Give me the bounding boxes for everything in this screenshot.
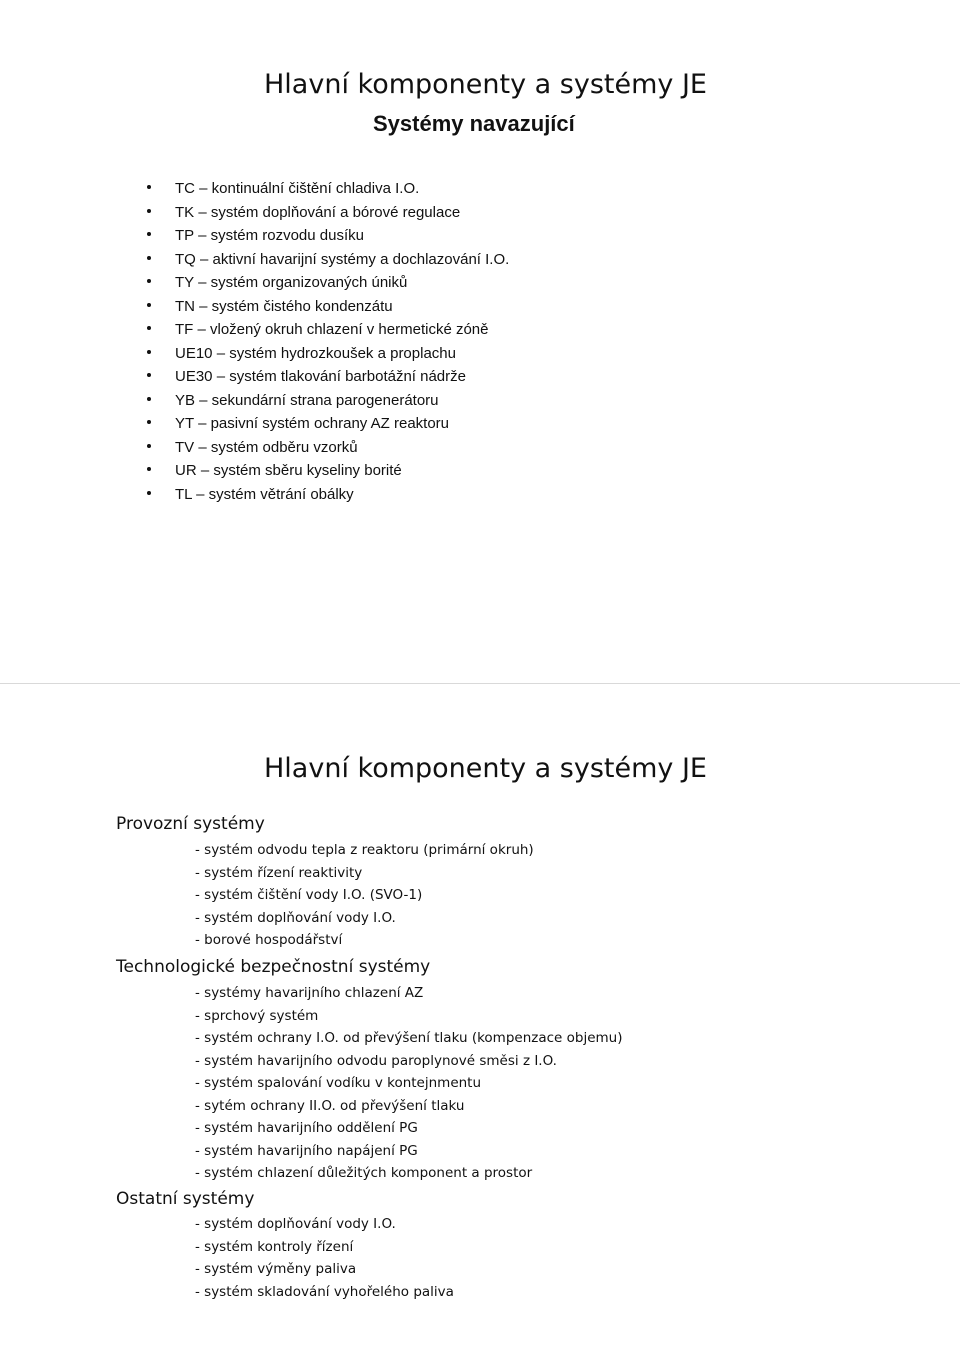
list-item: - systém řízení reaktivity <box>195 864 363 881</box>
list-item: - systém doplňování vody I.O. <box>195 909 396 926</box>
list-item: - systém havarijního oddělení PG <box>195 1120 418 1136</box>
bullet-icon <box>147 256 151 260</box>
section-list-provozni <box>195 842 534 955</box>
bullet-icon <box>147 350 151 354</box>
list-item <box>147 415 509 439</box>
list-item-text: UE30 – systém tlakování barbotážní nádrže <box>175 368 466 385</box>
list-item-text: TL – systém větrání obálky <box>175 485 354 503</box>
section-heading-ostatni: Ostatní systémy <box>116 1189 255 1209</box>
list-item-text: TK – systém doplňování a bórové regulace <box>175 203 461 221</box>
slide-2-title: Hlavní komponenty a systémy JE <box>264 753 707 784</box>
list-item-text: UR – systém sběru kyseliny borité <box>175 462 402 479</box>
list-item-text: TY – systém organizovaných úniků <box>175 274 408 291</box>
list-item-text: TC – kontinuální čištění chladiva I.O. <box>175 180 420 197</box>
list-item <box>147 227 509 251</box>
bullet-icon <box>147 373 151 377</box>
list-item-text: TF – vložený okruh chlazení v hermetické zóně <box>175 321 489 338</box>
slide-1-subtitle: Systémy navazující <box>373 111 575 136</box>
bullet-icon <box>147 232 151 236</box>
list-item-text: TP – systém rozvodu dusíku <box>175 227 364 244</box>
section-list-ostatni <box>195 1216 454 1306</box>
list-item: - systém havarijního napájení PG <box>195 1142 418 1159</box>
bullet-icon <box>147 209 151 213</box>
list-item: - systém kontroly řízení <box>195 1238 354 1255</box>
list-item: - systém skladování vyhořelého paliva <box>195 1283 454 1300</box>
list-item <box>147 345 509 369</box>
list-item <box>147 392 509 416</box>
bullet-icon <box>147 491 151 495</box>
section-list-bezpecnostni <box>195 985 623 1188</box>
list-item-text: TV – systém odběru vzorků <box>175 438 358 456</box>
list-item: - systém havarijního odvodu paroplynové směsi z I.O. <box>195 1052 557 1069</box>
list-item <box>147 439 509 463</box>
list-item <box>147 298 509 322</box>
list-item <box>147 180 509 204</box>
bullet-icon <box>147 326 151 330</box>
list-item: - sytém ochrany II.O. od převýšení tlaku <box>195 1097 465 1114</box>
list-item <box>147 321 509 345</box>
bullet-icon <box>147 420 151 424</box>
section-heading-provozni: Provozní systémy <box>116 814 265 834</box>
list-item <box>147 486 509 510</box>
section-heading-bezpecnostni: Technologické bezpečnostní systémy <box>116 957 431 977</box>
list-item: - systém doplňování vody I.O. <box>195 1216 396 1232</box>
slide-2 <box>0 684 960 1367</box>
list-item <box>147 274 509 298</box>
list-item-text: TQ – aktivní havarijní systémy a dochlazování I.O. <box>175 250 510 268</box>
bullet-icon <box>147 467 151 471</box>
list-item-text: TN – systém čistého kondenzátu <box>175 297 393 315</box>
bullet-icon <box>147 185 151 189</box>
list-item-text: YT – pasivní systém ochrany AZ reaktoru <box>175 415 450 432</box>
list-item: - systém spalování vodíku v kontejnmentu <box>195 1075 482 1091</box>
slide-1-title: Hlavní komponenty a systémy JE <box>264 69 707 100</box>
list-item <box>147 204 509 228</box>
list-item: - systémy havarijního chlazení AZ <box>195 985 424 1001</box>
bullet-icon <box>147 279 151 283</box>
list-item: - systém čištění vody I.O. (SVO-1) <box>195 887 423 903</box>
list-item: - borové hospodářství <box>195 932 343 948</box>
list-item: - systém ochrany I.O. od převýšení tlaku (kompenzace objemu) <box>195 1030 623 1046</box>
slide-1 <box>0 0 960 683</box>
list-item-text: YB – sekundární strana parogenerátoru <box>175 391 439 409</box>
bullet-icon <box>147 303 151 307</box>
list-item: - systém odvodu tepla z reaktoru (primární okruh) <box>195 842 534 858</box>
list-item: - sprchový systém <box>195 1007 319 1024</box>
bullet-icon <box>147 397 151 401</box>
list-item: - systém výměny paliva <box>195 1261 357 1277</box>
list-item <box>147 251 509 275</box>
list-item: - systém chlazení důležitých komponent a prostor <box>195 1165 533 1181</box>
list-item <box>147 462 509 486</box>
bullet-icon <box>147 444 151 448</box>
list-item-text: UE10 – systém hydrozkoušek a proplachu <box>175 344 456 362</box>
systems-bullet-list <box>147 180 509 509</box>
list-item <box>147 368 509 392</box>
